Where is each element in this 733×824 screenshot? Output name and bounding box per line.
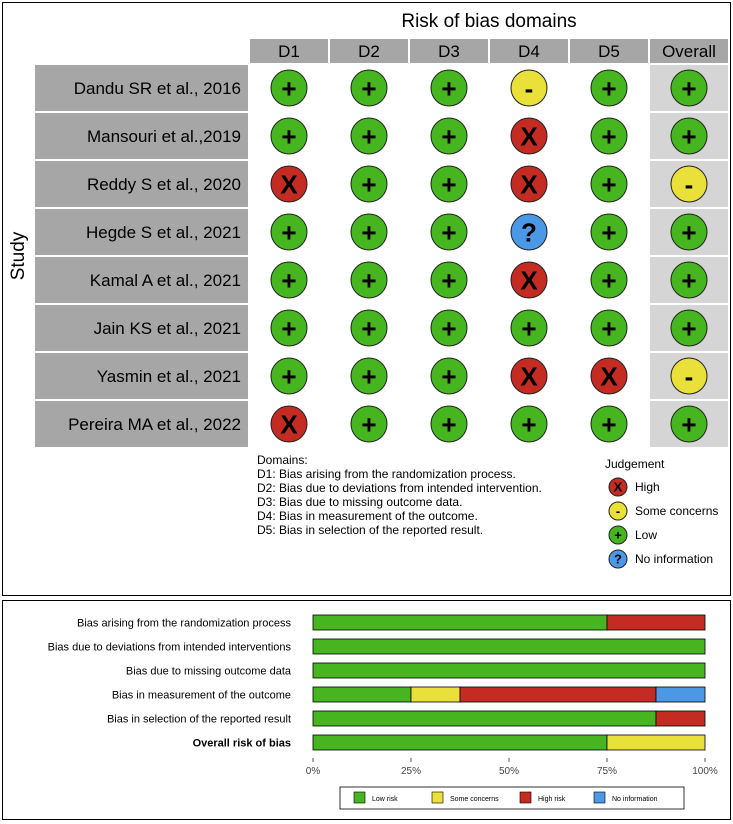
judgement-6-d3 <box>431 310 467 346</box>
traffic-light-panel <box>2 2 731 596</box>
traffic-light-plot <box>3 3 730 595</box>
domain-description: D5: Bias in selection of the reported result. <box>257 523 484 537</box>
judgement-8-d5-symbol: + <box>601 409 617 440</box>
judgement-7-d2 <box>351 358 387 394</box>
judgement-5-d4-symbol: X <box>520 265 538 296</box>
judgement-8-d3-symbol: + <box>441 409 457 440</box>
judgement-8-d1 <box>271 406 307 442</box>
legend-noinfo <box>609 550 627 568</box>
judgement-7-d1 <box>271 358 307 394</box>
judgement-6-d5 <box>591 310 627 346</box>
judgement-6-d1-symbol: + <box>281 313 297 344</box>
x-tick-label: 75% <box>596 766 618 777</box>
judgement-6-overall <box>671 310 707 346</box>
judgement-2-d3-symbol: + <box>441 121 457 152</box>
judgement-4-d5-symbol: + <box>601 217 617 248</box>
judgement-2-d1-symbol: + <box>281 121 297 152</box>
bar-noinfo <box>656 687 705 702</box>
category-label: Bias in selection of the reported result <box>106 713 291 726</box>
judgement-8-d4-symbol: + <box>521 409 537 440</box>
judgement-4-d4-symbol: ? <box>521 217 537 248</box>
category-label: Bias due to deviations from intended interventions <box>47 641 291 654</box>
judgement-2-overall <box>671 118 707 154</box>
judgement-6-overall-symbol: + <box>681 313 697 344</box>
judgement-8-d2-symbol: + <box>361 409 377 440</box>
study-label: Hegde S et al., 2021 <box>85 223 241 242</box>
judgement-5-d2-symbol: + <box>361 265 377 296</box>
judgement-heading: Judgement <box>605 457 665 471</box>
legend-label-some: Some concerns <box>450 796 499 803</box>
study-label: Dandu SR et al., 2016 <box>73 79 241 98</box>
legend-high-symbol: X <box>613 479 623 495</box>
legend-noinfo-symbol: ? <box>614 551 622 567</box>
judgement-4-d1-symbol: + <box>281 217 297 248</box>
judgement-6-d3-symbol: + <box>441 313 457 344</box>
judgement-2-d4-symbol: X <box>520 121 538 152</box>
judgement-5-d3 <box>431 262 467 298</box>
judgement-2-overall-symbol: + <box>681 121 697 152</box>
column-header-overall: Overall <box>662 42 716 61</box>
judgement-5-d1-symbol: + <box>281 265 297 296</box>
judgement-5-overall <box>671 262 707 298</box>
judgement-4-d2-symbol: + <box>361 217 377 248</box>
judgement-4-d3-symbol: + <box>441 217 457 248</box>
judgement-1-d3-symbol: + <box>441 73 457 104</box>
judgement-6-d2 <box>351 310 387 346</box>
category-label: Bias arising from the randomization process <box>77 617 291 630</box>
bar-high <box>656 711 705 726</box>
domain-description: D2: Bias due to deviations from intended intervention. <box>257 481 542 495</box>
judgement-4-overall-symbol: + <box>681 217 697 248</box>
legend-high <box>609 478 627 496</box>
column-header-d2: D2 <box>358 42 380 61</box>
judgement-4-d4 <box>511 214 547 250</box>
bar-high <box>460 687 656 702</box>
judgement-6-d5-symbol: + <box>601 313 617 344</box>
study-label: Yasmin et al., 2021 <box>96 367 241 386</box>
plot-title: Risk of bias domains <box>401 11 577 32</box>
judgement-1-d2-symbol: + <box>361 73 377 104</box>
category-label: Bias due to missing outcome data <box>125 665 291 678</box>
category-label: Overall risk of bias <box>192 737 291 750</box>
legend-label-low: Low risk <box>372 796 398 803</box>
legend-low-symbol: + <box>614 527 622 543</box>
judgement-8-d4 <box>511 406 547 442</box>
domain-description: D4: Bias in measurement of the outcome. <box>257 509 478 523</box>
judgement-1-d1-symbol: + <box>281 73 297 104</box>
judgement-3-d4 <box>511 166 547 202</box>
judgement-2-d3 <box>431 118 467 154</box>
judgement-3-d1 <box>271 166 307 202</box>
judgement-3-d2-symbol: + <box>361 169 377 200</box>
bar-low <box>313 735 607 750</box>
legend-label-noinfo: No information <box>635 552 714 566</box>
judgement-1-d5 <box>591 70 627 106</box>
judgement-7-d3-symbol: + <box>441 361 457 392</box>
study-label: Jain KS et al., 2021 <box>93 319 241 338</box>
legend-some <box>609 502 627 520</box>
domain-description: D1: Bias arising from the randomization process. <box>257 467 516 481</box>
judgement-7-overall <box>671 358 707 394</box>
column-header-d4: D4 <box>518 42 540 61</box>
summary-bar-chart <box>3 601 730 819</box>
judgement-5-d3-symbol: + <box>441 265 457 296</box>
x-tick-label: 50% <box>498 766 520 777</box>
legend-label-low: Low <box>635 528 658 542</box>
legend-swatch-low <box>354 792 365 803</box>
judgement-5-d1 <box>271 262 307 298</box>
bar-low <box>313 639 705 654</box>
judgement-7-overall-symbol: - <box>684 361 694 392</box>
bar-some <box>607 735 705 750</box>
x-tick-label: 25% <box>400 766 422 777</box>
legend-some-symbol: - <box>615 503 621 519</box>
judgement-5-d2 <box>351 262 387 298</box>
legend-label-high: High <box>635 480 660 494</box>
bar-low <box>313 711 656 726</box>
judgement-2-d5 <box>591 118 627 154</box>
legend-label-noinfo: No information <box>612 796 658 803</box>
legend-label-high: High risk <box>538 796 566 803</box>
judgement-5-d4 <box>511 262 547 298</box>
judgement-1-d3 <box>431 70 467 106</box>
judgement-4-d5 <box>591 214 627 250</box>
study-label: Kamal A et al., 2021 <box>89 271 241 290</box>
judgement-7-d5 <box>591 358 627 394</box>
judgement-2-d1 <box>271 118 307 154</box>
judgement-7-d1-symbol: + <box>281 361 297 392</box>
judgement-2-d2-symbol: + <box>361 121 377 152</box>
judgement-5-d5 <box>591 262 627 298</box>
judgement-1-d4 <box>511 70 547 106</box>
legend-low <box>609 526 627 544</box>
x-tick-label: 0% <box>305 766 321 777</box>
judgement-8-d1-symbol: X <box>280 409 298 440</box>
legend-label-some: Some concerns <box>635 504 719 518</box>
category-label: Bias in measurement of the outcome <box>111 689 291 702</box>
judgement-2-d5-symbol: + <box>601 121 617 152</box>
domain-description: D3: Bias due to missing outcome data. <box>257 495 463 509</box>
judgement-4-d2 <box>351 214 387 250</box>
judgement-7-d2-symbol: + <box>361 361 377 392</box>
judgement-8-d2 <box>351 406 387 442</box>
judgement-4-d1 <box>271 214 307 250</box>
summary-panel <box>2 600 731 820</box>
legend-swatch-noinfo <box>594 792 605 803</box>
judgement-5-d5-symbol: + <box>601 265 617 296</box>
study-label: Reddy S et al., 2020 <box>86 175 241 194</box>
judgement-6-d4-symbol: + <box>521 313 537 344</box>
judgement-3-overall-symbol: - <box>684 169 694 200</box>
judgement-6-d4 <box>511 310 547 346</box>
judgement-4-d3 <box>431 214 467 250</box>
judgement-8-overall <box>671 406 707 442</box>
x-tick-label: 100% <box>692 766 718 777</box>
judgement-5-overall-symbol: + <box>681 265 697 296</box>
judgement-3-d1-symbol: X <box>280 169 298 200</box>
judgement-7-d5-symbol: X <box>600 361 618 392</box>
judgement-3-d4-symbol: X <box>520 169 538 200</box>
judgement-1-d2 <box>351 70 387 106</box>
study-label: Pereira MA et al., 2022 <box>68 415 241 434</box>
study-label: Mansouri et al.,2019 <box>86 127 241 146</box>
column-header-d5: D5 <box>598 42 620 61</box>
judgement-6-d2-symbol: + <box>361 313 377 344</box>
judgement-8-overall-symbol: + <box>681 409 697 440</box>
y-axis-label: Study <box>8 231 29 281</box>
judgement-2-d2 <box>351 118 387 154</box>
judgement-7-d4 <box>511 358 547 394</box>
judgement-8-d3 <box>431 406 467 442</box>
judgement-1-overall <box>671 70 707 106</box>
judgement-2-d4 <box>511 118 547 154</box>
judgement-3-d3-symbol: + <box>441 169 457 200</box>
legend-swatch-some <box>432 792 443 803</box>
column-header-d3: D3 <box>438 42 460 61</box>
bar-some <box>411 687 460 702</box>
legend-swatch-high <box>520 792 531 803</box>
judgement-7-d3 <box>431 358 467 394</box>
bar-low <box>313 687 411 702</box>
judgement-7-d4-symbol: X <box>520 361 538 392</box>
bar-low <box>313 615 607 630</box>
judgement-3-d3 <box>431 166 467 202</box>
judgement-3-d5 <box>591 166 627 202</box>
judgement-3-overall <box>671 166 707 202</box>
judgement-1-d5-symbol: + <box>601 73 617 104</box>
judgement-8-d5 <box>591 406 627 442</box>
judgement-1-d1 <box>271 70 307 106</box>
judgement-1-d4-symbol: - <box>524 73 534 104</box>
judgement-6-d1 <box>271 310 307 346</box>
bar-low <box>313 663 705 678</box>
judgement-3-d5-symbol: + <box>601 169 617 200</box>
judgement-3-d2 <box>351 166 387 202</box>
judgement-1-overall-symbol: + <box>681 73 697 104</box>
domains-heading: Domains: <box>257 453 308 467</box>
bar-high <box>607 615 705 630</box>
judgement-4-overall <box>671 214 707 250</box>
column-header-d1: D1 <box>278 42 300 61</box>
